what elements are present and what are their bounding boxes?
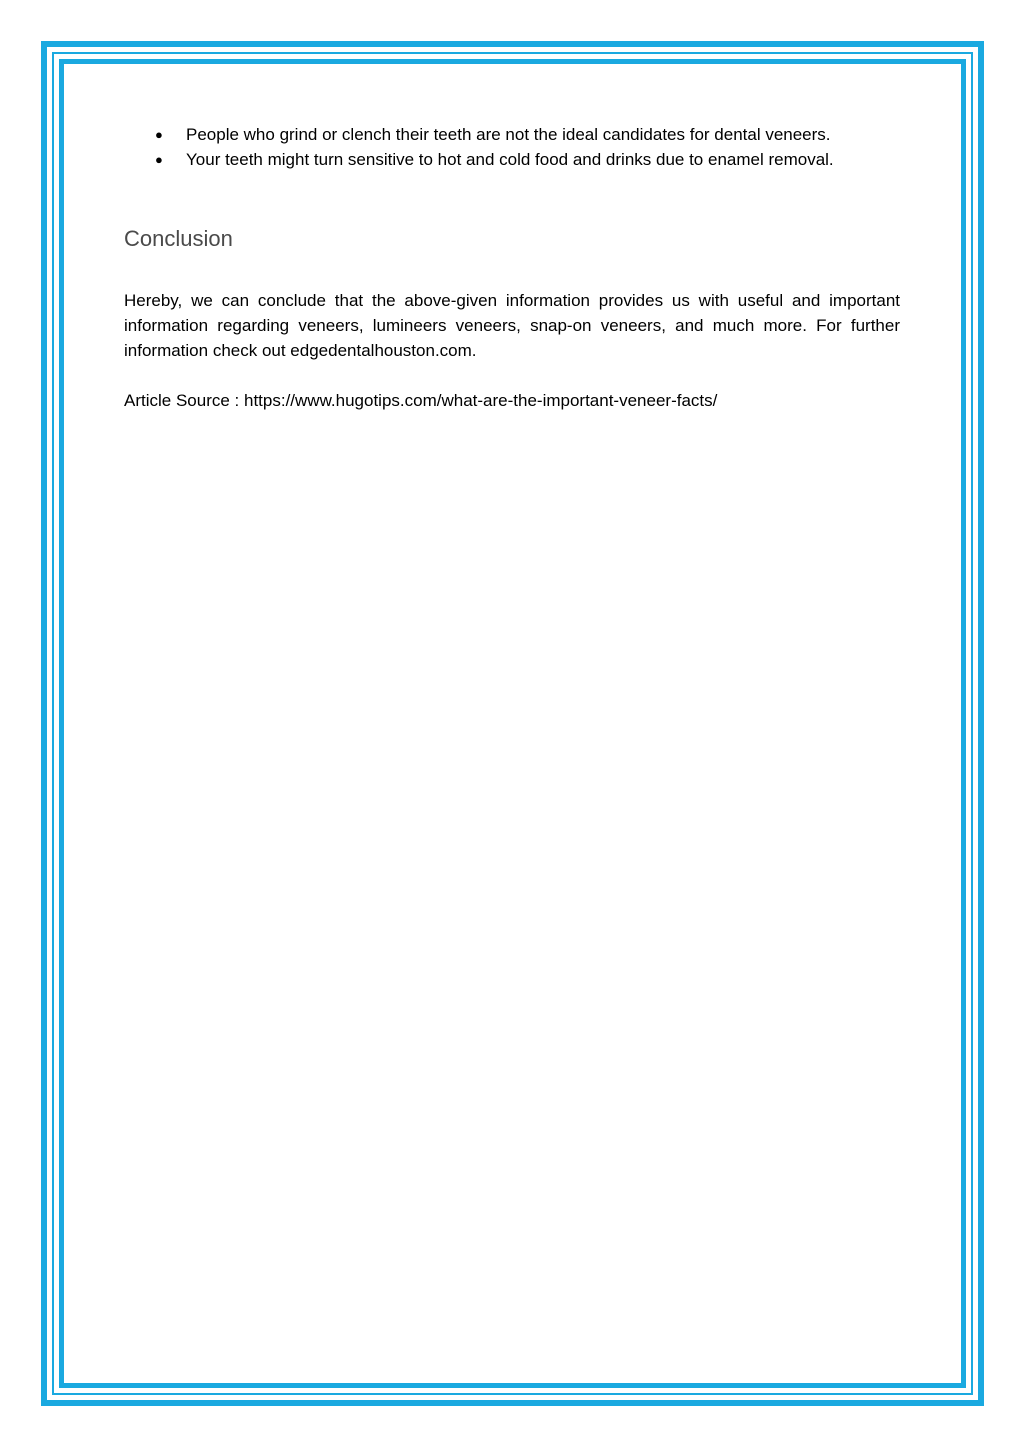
- conclusion-heading: Conclusion: [124, 226, 233, 251]
- conclusion-paragraph: Hereby, we can conclude that the above-given information provides us with useful and important information regarding veneers, lumineers veneers, snap-on veneers, and much more. For further information check out edgedentalhouston.com.: [124, 291, 900, 360]
- document-content: [124, 122, 900, 413]
- article-source: [124, 388, 900, 413]
- bullet-icon: ●: [155, 127, 163, 142]
- article-source-url[interactable]: https://www.hugotips.com/what-are-the-important-veneer-facts/: [244, 391, 718, 410]
- bullet-list: [124, 122, 900, 172]
- article-source-label: Article Source :: [124, 391, 244, 410]
- list-item-text: Your teeth might turn sensitive to hot and cold food and drinks due to enamel removal.: [186, 150, 834, 169]
- list-item: [124, 147, 900, 172]
- list-item: [124, 122, 900, 147]
- bullet-icon: ●: [155, 152, 163, 167]
- list-item-text: People who grind or clench their teeth are not the ideal candidates for dental veneers.: [186, 125, 831, 144]
